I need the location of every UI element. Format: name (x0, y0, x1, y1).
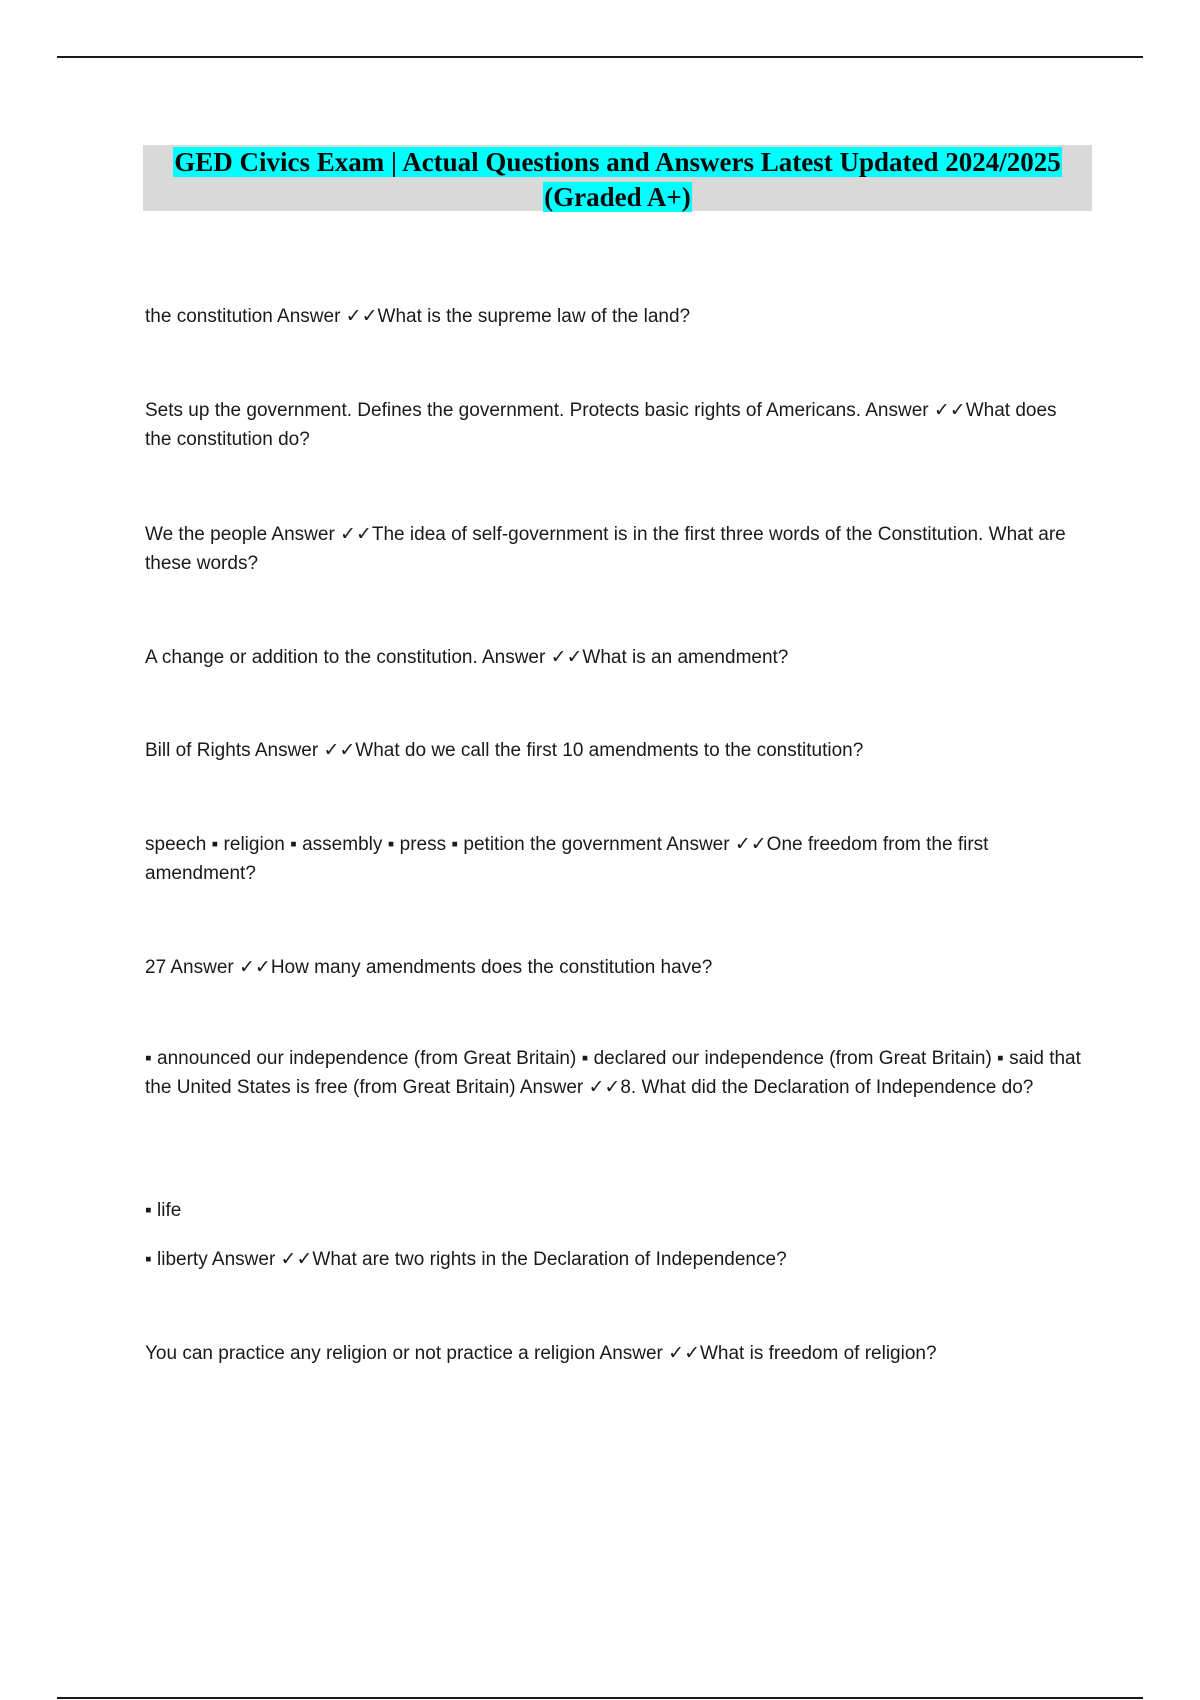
qa-item (145, 736, 1085, 765)
qa-item (145, 302, 1085, 331)
qa-text: You can practice any religion or not practice a religion Answer ✓✓What is freedom of religion? (145, 1343, 937, 1364)
qa-item (145, 953, 1085, 982)
qa-text-line-1: ▪ life (145, 1200, 182, 1221)
qa-item (145, 1196, 1085, 1274)
qa-text: Bill of Rights Answer ✓✓What do we call the first 10 amendments to the constitution? (145, 740, 864, 761)
bottom-rule (57, 1697, 1143, 1699)
qa-item (145, 830, 1085, 888)
top-rule (57, 56, 1143, 58)
qa-text: Sets up the government. Defines the government. Protects basic rights of Americans. Answer ✓✓What does the constitution do? (145, 400, 1057, 450)
qa-item (145, 643, 1085, 672)
qa-item (145, 520, 1085, 578)
qa-text: the constitution Answer ✓✓What is the supreme law of the land? (145, 306, 691, 327)
qa-text: We the people Answer ✓✓The idea of self-government is in the first three words of the Constitution. What are these words? (145, 524, 1066, 574)
qa-item (145, 396, 1085, 454)
qa-text-line-2: ▪ liberty Answer ✓✓What are two rights in the Declaration of Independence? (145, 1249, 787, 1270)
qa-item (145, 1044, 1085, 1102)
qa-item (145, 1339, 1085, 1368)
qa-text: ▪ announced our independence (from Great Britain) ▪ declared our independence (from Great Britain) ▪ said that the United States is free (from Great Britain) Answer ✓✓8. What did the Declaration of Independence do? (145, 1048, 1081, 1098)
title-line-2: (Graded A+) (544, 182, 691, 212)
title-line-1: GED Civics Exam | Actual Questions and Answers Latest Updated 2024/2025 (174, 147, 1061, 177)
qa-text: 27 Answer ✓✓How many amendments does the constitution have? (145, 957, 713, 978)
qa-text: speech ▪ religion ▪ assembly ▪ press ▪ petition the government Answer ✓✓One freedom from the first amendment? (145, 834, 989, 884)
qa-text: A change or addition to the constitution. Answer ✓✓What is an amendment? (145, 647, 789, 668)
document-title (143, 145, 1092, 211)
